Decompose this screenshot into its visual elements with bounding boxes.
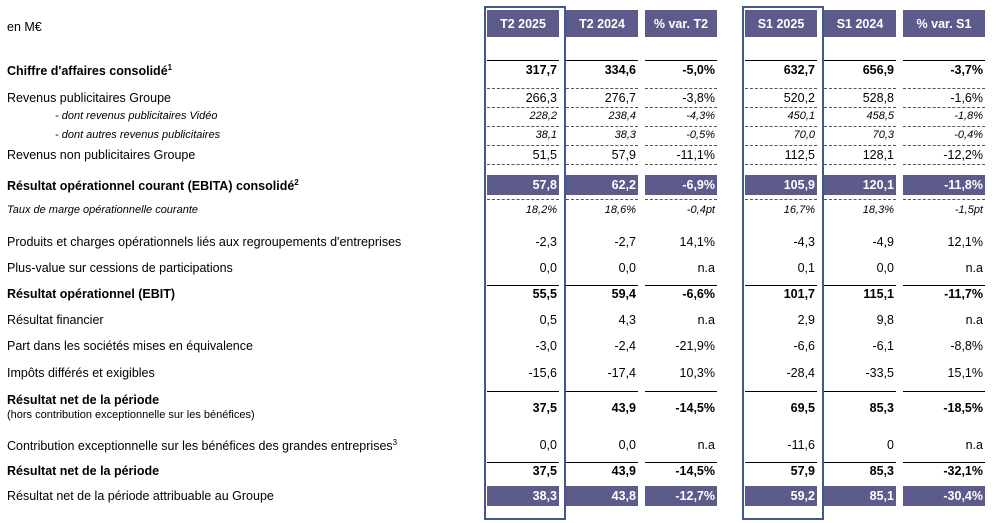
table-cell: -33,5 (865, 366, 894, 380)
table-cell: -1,6% (950, 91, 983, 105)
table-cell: n.a (697, 261, 715, 275)
row-label: - dont autres revenus publicitaires (55, 129, 221, 141)
table-cell: -1,5pt (954, 204, 983, 216)
table-cell: 38,3 (614, 129, 636, 141)
table-cell: 632,7 (783, 63, 815, 77)
header-var-t2: % var. T2 (645, 10, 717, 37)
row-sublabel: (hors contribution exceptionnelle sur les bénéfices) (7, 409, 255, 421)
row-divider (903, 391, 985, 392)
row-divider (824, 199, 896, 200)
row-divider (566, 60, 638, 61)
unit-label: en M€ (7, 20, 42, 34)
row-divider (566, 199, 638, 200)
row-divider (824, 107, 896, 108)
row-divider (645, 88, 717, 89)
table-cell: 334,6 (604, 63, 636, 77)
table-cell: -3,0 (535, 339, 557, 353)
row-divider (824, 462, 896, 463)
table-cell: 120,1 (862, 178, 894, 192)
table-cell: -4,3 (793, 235, 815, 249)
row-divider (566, 145, 638, 146)
row-label: Revenus non publicitaires Groupe (7, 148, 196, 162)
table-cell: -6,1 (872, 339, 894, 353)
table-cell: 115,1 (863, 287, 894, 301)
table-cell: -0,5% (686, 129, 715, 141)
row-divider (824, 88, 896, 89)
table-cell: -11,1% (676, 148, 715, 162)
row-divider (903, 462, 985, 463)
table-cell: -17,4 (607, 366, 636, 380)
table-cell: 57,9 (611, 148, 636, 162)
row-divider (903, 145, 985, 146)
table-cell: 69,5 (790, 401, 815, 415)
table-cell: -21,9% (675, 339, 715, 353)
row-divider (566, 126, 638, 127)
table-cell: -11,7% (944, 287, 983, 301)
row-divider (903, 60, 985, 61)
table-cell: 57,8 (532, 178, 557, 192)
table-cell: 458,5 (866, 110, 894, 122)
row-divider (824, 60, 896, 61)
table-cell: 520,2 (783, 91, 815, 105)
row-label: Résultat opérationnel (EBIT) (7, 287, 176, 301)
row-divider (645, 60, 717, 61)
row-divider (903, 126, 985, 127)
table-cell: -3,8% (682, 91, 715, 105)
table-cell: 43,9 (611, 464, 636, 478)
table-cell: -18,5% (943, 401, 983, 415)
row-label: Contribution exceptionnelle sur les bénéfices des grandes entreprises$^3$ (7, 438, 398, 454)
table-cell: 59,2 (790, 489, 815, 503)
table-cell: 317,7 (525, 63, 557, 77)
table-cell: 0,0 (539, 261, 557, 275)
table-cell: -5,0% (682, 63, 715, 77)
row-label: Résultat net de la période attribuable au Groupe (7, 489, 274, 503)
table-cell: -0,4pt (686, 204, 715, 216)
table-cell: n.a (965, 438, 983, 452)
table-cell: 238,4 (608, 110, 636, 122)
table-cell: 4,3 (618, 313, 636, 327)
row-divider (645, 391, 717, 392)
row-label: - dont revenus publicitaires Vidéo (55, 110, 218, 122)
row-divider (566, 164, 638, 165)
table-cell: 266,3 (525, 91, 557, 105)
table-cell: -11,8% (944, 178, 983, 192)
table-cell: 0,5 (539, 313, 557, 327)
header-var-s1: % var. S1 (903, 10, 985, 37)
table-cell: 43,8 (611, 489, 636, 503)
row-label: Résultat financier (7, 313, 104, 327)
row-divider (566, 107, 638, 108)
table-cell: 38,1 (535, 129, 557, 141)
header-t2-2025: T2 2025 (487, 10, 559, 37)
row-divider (645, 145, 717, 146)
table-cell: -14,5% (675, 464, 715, 478)
header-s1-2024: S1 2024 (824, 10, 896, 37)
table-cell: 10,3% (679, 366, 715, 380)
table-cell: n.a (697, 438, 715, 452)
table-cell: -8,8% (950, 339, 983, 353)
table-cell: 228,2 (529, 110, 557, 122)
row-label: Résultat net de la période (7, 464, 160, 478)
table-cell: 85,3 (869, 401, 894, 415)
table-cell: 85,3 (869, 464, 894, 478)
row-divider (566, 462, 638, 463)
table-cell: -4,3% (686, 110, 715, 122)
table-cell: -12,7% (675, 489, 715, 503)
table-cell: 0,0 (618, 438, 636, 452)
table-cell: 43,9 (611, 401, 636, 415)
header-t2-2024: T2 2024 (566, 10, 638, 37)
table-cell: 51,5 (532, 148, 557, 162)
table-cell: -11,6 (787, 438, 815, 452)
table-cell: -1,8% (954, 110, 983, 122)
table-cell: -15,6 (528, 366, 557, 380)
table-cell: 16,7% (783, 204, 815, 216)
table-cell: 0 (887, 438, 894, 452)
table-cell: 0,0 (876, 261, 894, 275)
row-label: Part dans les sociétés mises en équivalence (7, 339, 253, 353)
table-cell: 12,1% (947, 235, 983, 249)
table-cell: -3,7% (950, 63, 983, 77)
table-cell: 0,0 (618, 261, 636, 275)
table-cell: 656,9 (862, 63, 894, 77)
table-cell: 112,5 (784, 148, 815, 162)
table-cell: 101,7 (783, 287, 815, 301)
s1-2025-column-frame (742, 6, 824, 520)
row-divider (903, 199, 985, 200)
row-label: Revenus publicitaires Groupe (7, 91, 171, 105)
row-divider (903, 107, 985, 108)
table-cell: 276,7 (604, 91, 636, 105)
table-cell: 85,1 (869, 489, 894, 503)
t2-2025-column-frame (484, 6, 566, 520)
table-cell: 18,2% (525, 204, 557, 216)
row-label: Taux de marge opérationnelle courante (7, 204, 199, 216)
row-divider (645, 199, 717, 200)
table-cell: n.a (965, 313, 983, 327)
row-label: Chiffre d'affaires consolidé$^1$ (7, 63, 173, 79)
row-divider (903, 164, 985, 165)
table-cell: -30,4% (943, 489, 983, 503)
row-divider (824, 126, 896, 127)
table-cell: 57,9 (790, 464, 815, 478)
row-divider (903, 88, 985, 89)
table-cell: 37,5 (532, 401, 557, 415)
footnote-marker: 3 (392, 438, 398, 447)
table-cell: 105,9 (783, 178, 815, 192)
table-cell: -2,3 (535, 235, 557, 249)
table-cell: 0,1 (797, 261, 815, 275)
row-divider (645, 462, 717, 463)
row-label: Impôts différés et exigibles (7, 366, 155, 380)
table-cell: -4,9 (872, 235, 894, 249)
table-cell: 128,1 (862, 148, 894, 162)
table-cell: 450,1 (787, 110, 815, 122)
table-cell: n.a (697, 313, 715, 327)
table-cell: 528,8 (862, 91, 894, 105)
table-cell: -6,9% (682, 178, 715, 192)
table-cell: 70,3 (872, 129, 894, 141)
row-divider (566, 285, 638, 286)
row-label: Produits et charges opérationnels liés aux regroupements d'entreprises (7, 235, 402, 249)
row-divider (645, 126, 717, 127)
row-label: Résultat opérationnel courant (EBITA) consolidé$^2$ (7, 178, 299, 194)
table-cell: 70,0 (793, 129, 815, 141)
table-cell: 59,4 (611, 287, 636, 301)
table-cell: 2,9 (797, 313, 815, 327)
table-cell: -6,6 (793, 339, 815, 353)
footnote-marker: 2 (294, 178, 299, 187)
table-cell: 55,5 (532, 287, 557, 301)
table-cell: -2,7 (614, 235, 636, 249)
row-divider (645, 164, 717, 165)
table-cell: -0,4% (954, 129, 983, 141)
table-cell: 62,2 (611, 178, 636, 192)
row-divider (824, 391, 896, 392)
row-divider (824, 145, 896, 146)
row-divider (645, 107, 717, 108)
row-divider (566, 88, 638, 89)
table-cell: -14,5% (675, 401, 715, 415)
row-divider (566, 391, 638, 392)
footnote-marker: 1 (167, 63, 173, 72)
row-divider (824, 285, 896, 286)
table-cell: n.a (965, 261, 983, 275)
row-divider (824, 164, 896, 165)
table-cell: -6,6% (682, 287, 715, 301)
row-label: Plus-value sur cessions de participations (7, 261, 233, 275)
table-cell: 18,3% (862, 204, 894, 216)
table-cell: 0,0 (539, 438, 557, 452)
table-cell: 9,8 (876, 313, 894, 327)
table-cell: -2,4 (614, 339, 636, 353)
table-cell: 14,1% (679, 235, 715, 249)
header-s1-2025: S1 2025 (745, 10, 817, 37)
row-divider (645, 285, 717, 286)
table-cell: 18,6% (604, 204, 636, 216)
row-label: Résultat net de la période (7, 393, 160, 407)
row-divider (903, 285, 985, 286)
table-cell: 15,1% (947, 366, 983, 380)
table-cell: 37,5 (532, 464, 557, 478)
table-cell: -28,4 (786, 366, 815, 380)
table-cell: -12,2% (943, 148, 983, 162)
table-cell: 38,3 (532, 489, 557, 503)
table-cell: -32,1% (943, 464, 983, 478)
